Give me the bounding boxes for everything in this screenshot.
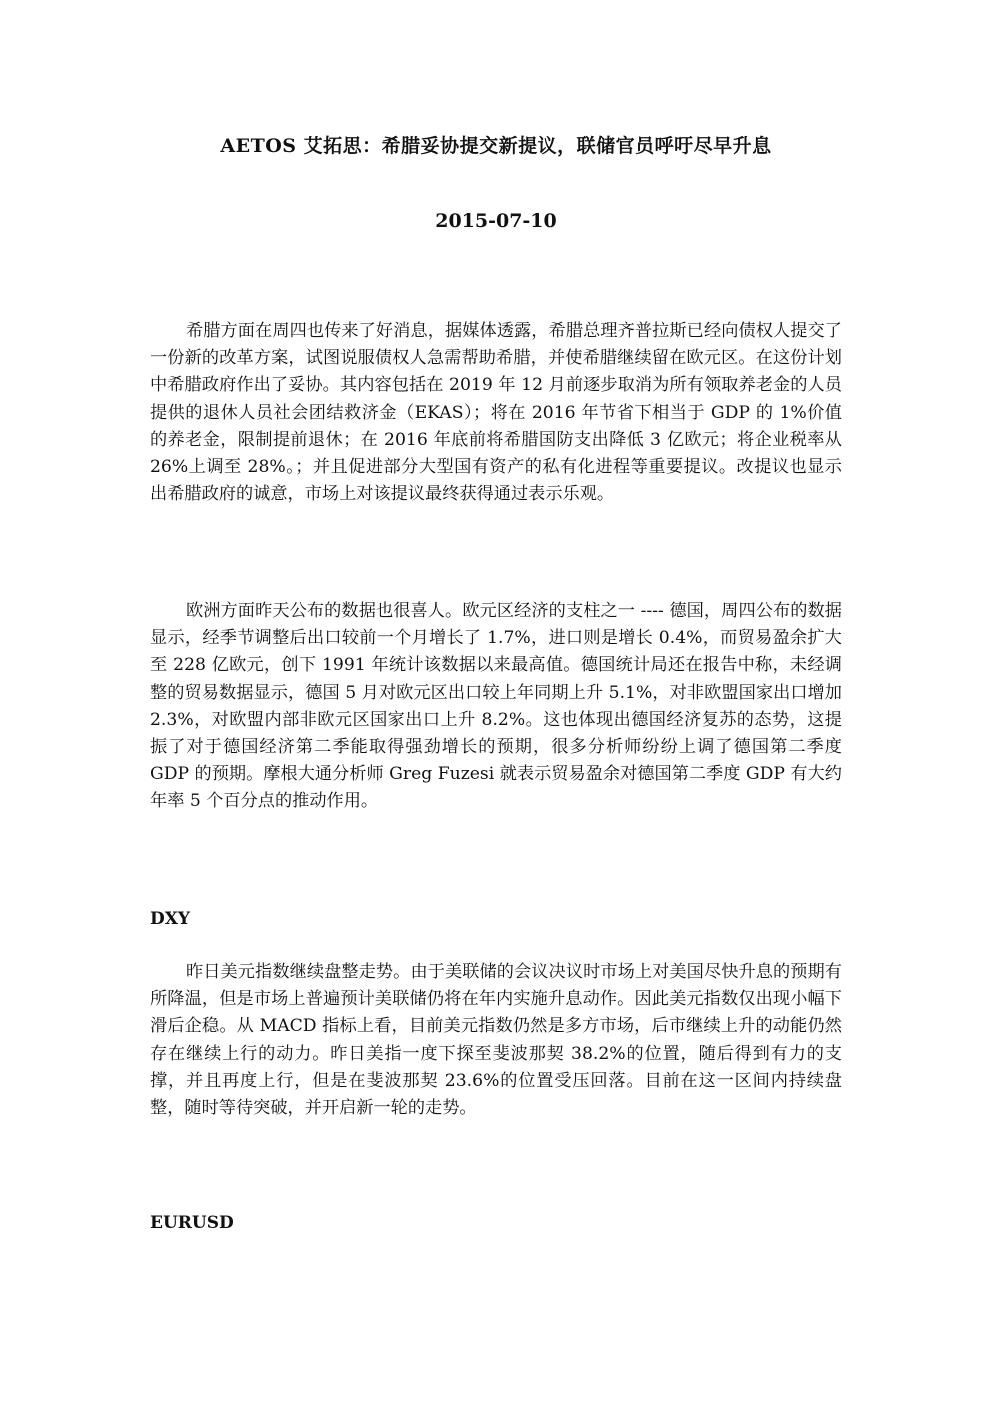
paragraph-dxy-analysis: 昨日美元指数继续盘整走势。由于美联储的会议决议时市场上对美国尽快升息的预期有所降温，但是市场上普遍预计美联储仍将在年内实施升息动作。因此美元指数仅出现小幅下滑后企稳。从 MACD 指标上看，目前美元指数仍然是多方市场，后市继续上升的动能仍然存在继续上行的动力。昨日美指一度下探至斐波那契 38.2%的位置，随后得到有力的支撑，并且再度上行，但是在斐波那契 23.6%的位置受压回落。目前在这一区间内持续盘整，随时等待突破，并开启新一轮的走势。 [150,962,842,1119]
section-heading-dxy: DXY [150,909,191,929]
document-date: 2015-07-10 [435,210,557,232]
paragraph-germany-data: 欧洲方面昨天公布的数据也很喜人。欧元区经济的支柱之一 ---- 德国，周四公布的数据显示，经季节调整后出口较前一个月增长了 1.7%，进口则是增长 0.4%，而贸易盈余扩大至 228 亿欧元，创下 1991 年统计该数据以来最高值。德国统计局还在报告中称，未经调整的贸易数据显示，德国 5 月对欧元区出口较上年同期上升 5.1%，对非欧盟国家出口增加 2.3%，对欧盟内部非欧元区国家出口上升 8.2%。这也体现出德国经济复苏的态势，这提振了对于德国经济第二季能取得强劲增长的预期，很多分析师纷纷上调了德国第二季度 GDP 的预期。摩根大通分析师 Greg Fuzesi 就表示贸易盈余对德国第二季度 GDP 有大约年率 5 个百分点的推动作用。 [150,601,842,812]
paragraph-greece-proposal: 希腊方面在周四也传来了好消息，据媒体透露，希腊总理齐普拉斯已经向债权人提交了一份新的改革方案，试图说服债权人急需帮助希腊，并使希腊继续留在欧元区。在这份计划中希腊政府作出了妥协。其内容包括在 2019 年 12 月前逐步取消为所有领取养老金的人员提供的退休人员社会团结救济金（EKAS）；将在 2016 年节省下相当于 GDP 的 1%价值的养老金，限制提前退休；在 2016 年底前将希腊国防支出降低 3 亿欧元；将企业税率从 26%上调至 28%。；并且促进部分大型国有资产的私有化进程等重要提议。改提议也显示出希腊政府的诚意，市场上对该提议最终获得通过表示乐观。 [150,321,842,505]
section-heading-eurusd: EURUSD [150,1213,234,1233]
document-title: AETOS 艾拓思：希腊妥协提交新提议，联储官员呼吁尽早升息 [220,135,772,157]
